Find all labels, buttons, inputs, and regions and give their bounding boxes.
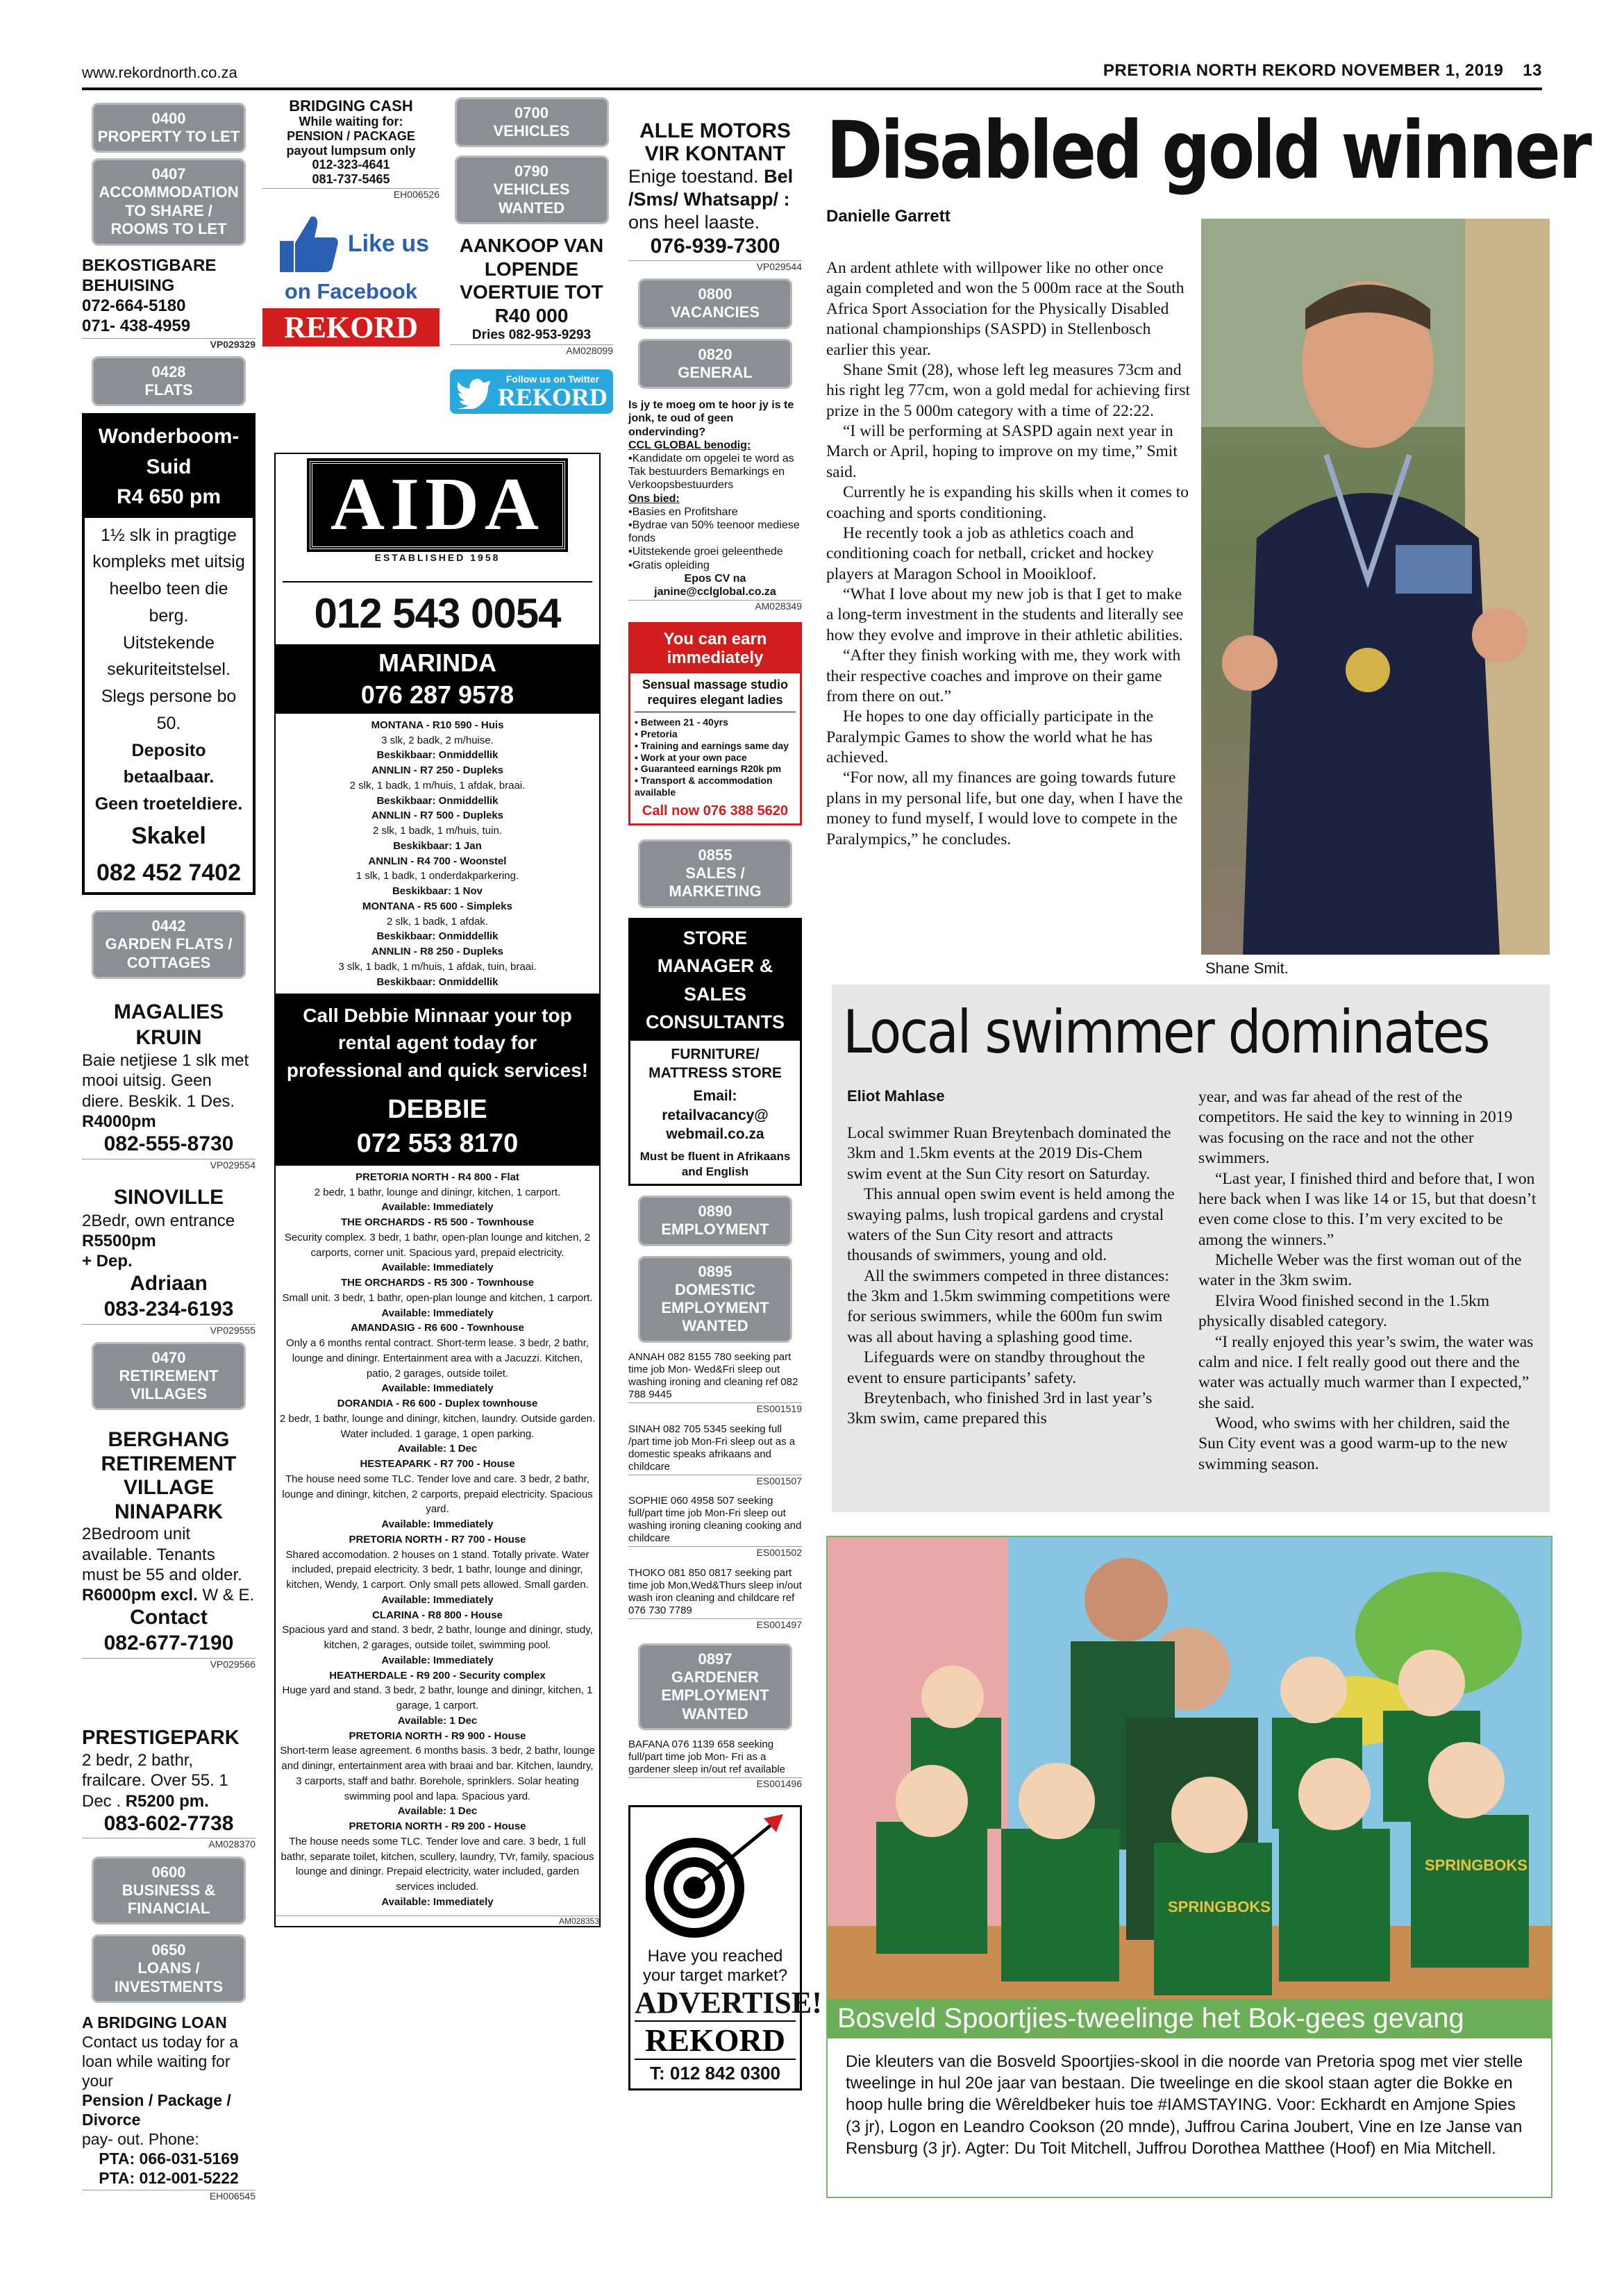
paragraph: Breytenbach, who finished 3rd in last year’s 3km swim, came prepared this	[847, 1389, 1153, 1428]
listing-availability: Available: Immediately	[381, 1262, 494, 1274]
photo-shane-smit	[1201, 219, 1550, 955]
listing-availability: Beskikbaar: 1 Nov	[392, 885, 483, 898]
domestic-ad	[628, 1423, 802, 1487]
paragraph: Elvira Wood finished second in the 1.5km physically disabled category.	[1198, 1291, 1490, 1331]
listing-heading: ANNLIN - R7 250 - Dupleks	[371, 764, 504, 777]
listing-heading: HEATHERDALE - R9 200 - Security complex	[329, 1669, 546, 1682]
ad-text: SOPHIE 060 4958 507 seeking full/part time job Mon-Fri sleep out washing ironing cleaning cooking and childcare	[628, 1495, 802, 1545]
listing-availability: Available: Immediately	[381, 1593, 494, 1606]
ad-earn: You can earn immediately Sensual massage studio requires elegant ladies • Between 21 - 40yrs • Pretoria • Training and earnings same day • Work at your own pace • Guaranteed earnings R20k pm • Transport & accommodation available Call now 076 388 5620	[628, 622, 802, 826]
ad-bafana: BAFANA 076 1139 658 seeking full/part time job Mon- Fri as a gardener sleep in/out ref available ES001496	[628, 1738, 802, 1790]
ad-sinoville: SINOVILLE 2Bedr, own entrance R5500pm + Dep. Adriaan 083-234-6193 VP029555	[82, 1185, 256, 1336]
listing-heading: AMANDASIG - R6 600 - Townhouse	[351, 1322, 524, 1334]
listing-item	[278, 1215, 596, 1275]
facebook-promo[interactable]: Like us on Facebook REKORD	[262, 210, 440, 346]
paragraph: “I really enjoyed this year’s swim, the water was calm and nice. I felt really good out there and the water was actually much warmer than I expected,” she said.	[1198, 1332, 1534, 1412]
listing-details: 2 slk, 1 badk, 1 m/huis, 1 afdak, braai.	[349, 779, 526, 791]
ad-aida-rentals: AIDA ESTABLISHED 1958 012 543 0054 MARINDA 076 287 9578 MONTANA - R10 590 - Huis 3 slk, 2 badk, 2 m/huise. Beskikbaar: Onmiddellik ANNLIN - R7 250 - Dupleks 2 slk, 1 badk, 1 m/huis, 1 afdak, braai. Beskikbaar: Onmiddellik ANNLIN - R7 500 - Dupleks 2 slk, 1 badk, 1 m/huis, tuin. Beskikbaar: 1 Jan ANNLIN - R4 700 - Woonstel 1 slk, 1 badk, 1 onderdakparkering. Beskikbaar: 1 Nov MONTANA - R5 600 - Simpleks 2 slk, 1 badk, 1 afdak. Beskikbaar: Onmiddellik ANNLIN - R8 250 - Dupleks 3 slk, 1 badk, 1 m/huis, 1 afdak, tuin, braai. Beskikbaar: Onmiddellik Call Debbie Minnaar your top rental agent today for professional and quick services! DEBBIE 072 553 8170 PRETORIA NORTH - R4 800 - Flat 2 bedr, 1 bathr, lounge and diningr, kitchen, 1 carport. Available: Immediately THE ORCHARDS - R5 500 - Townhouse Security complex. 3 bedr, 1 bathr, open-plan lounge and kitchen, 2 carports, corner unit. Spacious yard, prepaid electricity. Available: Immediately THE ORCHARDS - R5 300 - Townhouse Small unit. 3 bedr, 1 bathr, open-plan lounge and kitchen, 1 carport. Available: Immediately AMANDASIG - R6 600 - Townhouse Only a 6 months rental contract. Short-term lease. 3 bedr, 2 bathr, lounge and diningr. Entertainment area with a Jacuzzi. Kitchen, patio, 2 garages, outside toilet. Available: Immediately DORANDIA - R6 600 - Duplex townhouse 2 bedr, 1 bathr, lounge and diningr, kitchen, laundry. Outside garden. Water included. 1 garage, 1 open parking. Available: 1 Dec HESTEAPARK - R7 700 - House The house need some TLC. Tender love and care. 3 bedr, 2 bathr, lounge and diningr, kitchen, 2 carports, prepaid electricity. Spacious yard. Available: Immediately PRETORIA NORTH - R7 700 - House Shared accomodation. 2 houses on 1 stand. Totally private. Water included, prepaid electricity. 3 bedr, 1 bathr, lounge and diningr, kitchen, Wendy, 1 carport. Only small pets allowed. Small garden. Available: Immediately CLARINA - R8 800 - House Spacious yard and stand. 3 bedr, 2 bathr, lounge and diningr, study, kitchen, 2 garages, outside toilet, swimming pool. Available: Immediately HEATHERDALE - R9 200 - Security complex Huge yard and stand. 3 bedr, 2 bathr, lounge and diningr, kitchen, 1 garage, 1 carport. Available: 1 Dec PRETORIA NORTH - R9 900 - House Short-term lease agreement. 6 months basis. 3 bedr, 2 bathr, lounge and diningr, entertainment area with braai and bar. Kitchen, laundry, 3 carports, staff and bathr. Borehole, sprinklers. Solar heating swimming pool and lapa. Spacious yard. Available: 1 Dec PRETORIA NORTH - R9 200 - House The house needs some TLC. Tender love and care. 3 bedr, 1 full bathr, separate toilet, kitchen, scullery, laundry, TVr, family, spacious lounge and diningr. Prepaid electricity, water included, garden services included. Available: Immediately AM028353	[274, 453, 601, 1927]
paragraph: Local swimmer Ruan Breytenbach dominated the 3km and 1.5km events at the 2019 Dis-Chem swim event at the Sun City resort on Saturday.	[847, 1124, 1171, 1183]
listing-details: 3 slk, 2 badk, 2 m/huise.	[381, 734, 494, 746]
listing-details: Security complex. 3 bedr, 1 bathr, open-plan lounge and kitchen, 2 carports, corner unit. Spacious yard, prepaid electricity.	[284, 1231, 591, 1259]
paragraph: “For now, all my finances are going towards future plans in my personal life, but one day, when I have the money to fund myself, I would love to compete in the Paralympics,” he concludes.	[826, 769, 1183, 848]
listing-item	[278, 1608, 596, 1668]
listing-heading: MONTANA - R5 600 - Simpleks	[362, 900, 512, 912]
listing-availability: Beskikbaar: Onmiddellik	[376, 794, 499, 807]
listing-heading: PRETORIA NORTH - R9 200 - House	[349, 1820, 526, 1833]
category-0600: 0600 BUSINESS & FINANCIAL	[92, 1857, 246, 1925]
listing-heading: HESTEAPARK - R7 700 - House	[360, 1458, 515, 1470]
listing-availability: Available: Immediately	[381, 1518, 494, 1531]
listing-heading: ANNLIN - R8 250 - Dupleks	[371, 946, 504, 958]
listing-heading: CLARINA - R8 800 - House	[372, 1609, 503, 1621]
domestic-ad	[628, 1567, 802, 1631]
domestic-ad	[628, 1495, 802, 1559]
listing-item	[278, 808, 596, 853]
paper-title: PRETORIA NORTH REKORD NOVEMBER 1, 2019	[1103, 61, 1504, 80]
ad-code: ES001502	[628, 1546, 802, 1559]
listing-item	[278, 1170, 596, 1215]
article-disabled-gold	[826, 104, 1590, 977]
classifieds-col4	[628, 119, 822, 2090]
listing-item	[278, 763, 596, 808]
listing-heading: PRETORIA NORTH - R9 900 - House	[349, 1729, 526, 1742]
paragraph: This annual open swim event is held among the swaying palms, lush tropical gardens and crystal waters of the Sun City resort and attracts thousands of swimmers, young and old.	[847, 1185, 1175, 1265]
photo-caption: Shane Smit.	[1205, 960, 1289, 977]
listing-availability: Beskikbaar: 1 Jan	[393, 839, 482, 852]
listing-availability: Beskikbaar: Onmiddellik	[376, 975, 499, 988]
ad-code: ES001497	[628, 1618, 802, 1631]
ad-prestigepark: PRESTIGEPARK 2 bedr, 2 bathr, frailcare. Over 55. 1 Dec . R5200 pm. 083-602-7738 AM028370	[82, 1726, 256, 1850]
listing-details: 2 bedr, 1 bathr, lounge and diningr, kitchen, 1 carport.	[314, 1186, 561, 1198]
twitter-promo[interactable]: Follow us on Twitter REKORD	[450, 369, 613, 414]
listing-availability: Available: Immediately	[381, 1307, 494, 1319]
listing-details: 2 slk, 1 badk, 1 afdak.	[387, 915, 488, 928]
ad-text: ANNAH 082 8155 780 seeking part time job Mon- Wed&Fri sleep out washing ironing and cleaning ref 082 788 9445	[628, 1350, 798, 1400]
listing-availability: Beskikbaar: Onmiddellik	[376, 749, 499, 762]
paragraph: “What I love about my new job is that I get to make a long-term investment in the students and literally see how they evolve and improve in their athletic abilities.	[826, 585, 1184, 644]
listing-item	[278, 1729, 596, 1820]
listing-details: Spacious yard and stand. 3 bedr, 2 bathr, lounge and diningr, study, kitchen, 2 garages, outside toilet, swimming pool.	[282, 1624, 593, 1652]
ad-bridging-cash: BRIDGING CASH While waiting for: PENSION / PACKAGE payout lumpsum only 012-323-4641 081-737-5465 EH006526	[262, 97, 440, 200]
listing-heading: THE ORCHARDS - R5 300 - Townhouse	[340, 1277, 535, 1289]
ad-text: SINAH 082 705 5345 seeking full /part time job Mon-Fri sleep out as a domestic speaks afrikaans and childcare	[628, 1423, 796, 1473]
listing-item	[278, 899, 596, 944]
byline: Danielle Garrett	[826, 207, 951, 226]
listing-details: The house need some TLC. Tender love and care. 3 bedr, 2 bathr, lounge and diningr, kitchen, 2 carports, prepaid electricity. Spacious yard.	[282, 1473, 593, 1516]
ad-magalies: MAGALIES KRUIN Baie netjiese 1 slk met mooi uitsig. Geen diere. Beskik. 1 Des. R4000pm 082-555-8730 VP029554	[82, 1000, 256, 1171]
ad-aankoop: AANKOOP VAN LOPENDE VOERTUIE TOT R40 000 Dries 082-953-9293 AM028099	[450, 234, 613, 357]
category-0442: 0442 GARDEN FLATS / COTTAGES	[92, 910, 246, 979]
listing-details: The house needs some TLC. Tender love and care. 3 bedr, 1 full bathr, separate toilet, kitchen, scullery, laundry, TVr, family, spacious lounge and diningr. Prepaid electricity, water included, garden services included.	[281, 1835, 594, 1893]
page-number: 13	[1523, 61, 1542, 80]
article-swimmer	[832, 984, 1550, 1512]
listing-item	[278, 1668, 596, 1729]
listing-item	[278, 854, 596, 899]
paragraph: “Last year, I finished third and before that, I won here back when I was like 14 or 15, but that doesn’t even come close to this. I’m very excited to be among the winners.”	[1198, 1169, 1537, 1249]
jersey-text-2: SPRINGBOKS	[1425, 1857, 1527, 1874]
paragraph: Currently he is expanding his skills when it comes to coaching and sports conditioning.	[826, 483, 1189, 522]
twins-photo	[828, 1537, 1551, 2038]
listing-item	[278, 1819, 596, 1910]
paragraph: “After they finish working with me, they work with their respective coaches and improve on their game from there on out.”	[826, 646, 1181, 705]
listing-details: Small unit. 3 bedr, 1 bathr, open-plan lounge and kitchen, 1 carport.	[282, 1291, 593, 1304]
listing-heading: PRETORIA NORTH - R4 800 - Flat	[355, 1171, 519, 1183]
listing-availability: Available: Immediately	[381, 1654, 494, 1666]
article-title: Local swimmer dominates	[842, 998, 1489, 1067]
category-0407: 0407 ACCOMMODATION TO SHARE / ROOMS TO LET	[92, 158, 246, 245]
dartboard-icon	[646, 1811, 785, 1943]
paper-header	[1103, 61, 1542, 81]
ad-wonderboom: Wonderboom-Suid R4 650 pm 1½ slk in pragtige kompleks met uitsig heelbo teen die berg. Uitstekende sekuriteitstelsel. Slegs persone bo 50. Deposito betaalbaar. Geen troeteldiere. Skakel 082 452 7402	[82, 413, 256, 895]
photo-caption: Die kleuters van die Bosveld Spoortjies-skool in die noorde van Pretoria spog met vier stelle tweelinge in hul 20e jaar van bestaan. Die tweelinge en die skool staan agter die Bokke en hoop hulle bring die Wêreldbeker huis toe #IAMSTAYING. Voor: Eckhardt en Amjone Spies (3 jr), Logon en Leandro Cookson (20 mnde), Juffrou Carina Joubert, Vine en Ize Janse van Rensburg (3 jr). Agter: Du Toit Mitchell, Juffrou Dorothea Matthee (Hoof) en Mia Mitchell.	[846, 2052, 1523, 2158]
listing-group-debbie	[276, 1166, 599, 1914]
domestic-ads	[628, 1351, 802, 1631]
article-title: Bosveld Spoortjies-tweelinge het Bok-gees gevang	[828, 1999, 1551, 2038]
ad-berghang: BERGHANG RETIREMENT VILLAGE NINAPARK 2Bedroom unit available. Tenants must be 55 and older. R6000pm excl. W & E. Contact 082-677-7190 VP029566	[82, 1428, 256, 1670]
listing-details: 2 slk, 1 badk, 1 m/huis, tuin.	[373, 825, 502, 837]
listing-item	[278, 1532, 596, 1608]
thumbs-up-icon	[273, 210, 342, 279]
paragraph: All the swimmers competed in three distances: the 3km and 1.5km swimming competitions were for serious swimmers, while the 600m fun swim was all about having a splashing good time.	[847, 1266, 1171, 1346]
article-body-col2	[1198, 1087, 1539, 1475]
listing-availability: Available: Immediately	[381, 1382, 494, 1395]
aida-logo: AIDA	[310, 461, 565, 549]
listing-item	[278, 1321, 596, 1396]
classifieds-col2-top	[262, 97, 440, 346]
listing-availability: Beskikbaar: Onmiddellik	[376, 930, 499, 943]
classifieds-col3-top	[450, 97, 613, 414]
listing-group-marinda	[276, 714, 599, 994]
listing-item	[278, 718, 596, 763]
listing-details: 3 slk, 1 badk, 1 m/huis, 1 afdak, tuin, braai.	[338, 960, 537, 973]
listing-item	[278, 944, 596, 989]
paragraph: Shane Smit (28), whose left leg measures 73cm and his right leg 77cm, won a gold medal for achieving first prize in the 5 000m category with a time of 22:22.	[826, 360, 1191, 420]
listing-heading: MONTANA - R10 590 - Huis	[371, 719, 504, 731]
ad-advertise: Have you reached your target market? ADVERTISE! REKORD T: 012 842 0300	[628, 1805, 802, 2090]
ad-code: ES001519	[628, 1402, 802, 1415]
category-0800: 0800 VACANCIES	[638, 278, 792, 328]
listing-heading: ANNLIN - R4 700 - Woonstel	[368, 855, 507, 867]
paragraph: year, and was far ahead of the rest of the competitors. He said the key to winning in 2019 was focusing on the race and not the other swimmers.	[1198, 1088, 1513, 1168]
category-0400: 0400 PROPERTY TO LET	[92, 103, 246, 153]
article-body	[826, 258, 1191, 850]
paragraph: An ardent athlete with willpower like no other once again completed and won the 5 000m race at the South Africa Sport Association for the Physically Disabled national championships (SASPD) in Stellenbosch earlier this year.	[826, 259, 1184, 359]
classifieds-col1	[82, 97, 256, 2202]
category-0897: 0897 GARDENER EMPLOYMENT WANTED	[638, 1643, 792, 1730]
category-0700: 0700 VEHICLES	[455, 97, 609, 147]
paragraph: Lifeguards were on standby throughout the event to ensure participants’ safety.	[847, 1348, 1146, 1387]
category-0895: 0895 DOMESTIC EMPLOYMENT WANTED	[638, 1256, 792, 1343]
category-0790: 0790 VEHICLES WANTED	[455, 156, 609, 224]
category-0650: 0650 LOANS / INVESTMENTS	[92, 1934, 246, 2003]
paragraph: He hopes to one day officially participate in the Paralympic Games to show the world what he has achieved.	[826, 707, 1154, 766]
listing-details: Only a 6 months rental contract. Short-term lease. 3 bedr, 2 bathr, lounge and diningr. Entertainment area with a Jacuzzi. Kitchen, patio, 2 garages, outside toilet.	[285, 1337, 589, 1380]
listing-availability: Available: 1 Dec	[397, 1443, 478, 1455]
listing-availability: Available: 1 Dec	[397, 1805, 478, 1818]
byline: Eliot Mahlase	[847, 1087, 945, 1105]
listing-details: 2 bedr, 1 bathr, lounge and diningr, kitchen, laundry. Outside garden. Water included. 1 garage, 1 open parking.	[279, 1412, 596, 1440]
listing-item	[278, 1275, 596, 1321]
ad-ccl-global: Is jy te moeg om te hoor jy is te jonk, te oud of geen ondervinding? CCL GLOBAL benodig: •Kandidate om opgelei te word as Tak bestuurders Bemarkings en Verkoopsbestuurders Ons bied: •Basies en Profitshare •Bydrae van 50% teenoor mediese fonds •Uitstekende groei geleenthede •Gratis opleiding Epos CV na janine@cclglobal.co.za AM028349	[628, 399, 802, 612]
athlete-photo	[1201, 219, 1550, 955]
ad-bridging-loan: A BRIDGING LOAN Contact us today for a loan while waiting for your Pension / Package / Divorce pay- out. Phone: PTA: 066-031-5169 PTA: 012-001-5222 EH006545	[82, 2013, 256, 2202]
paragraph: Wood, who swims with her children, said the Sun City event was a good warm-up to the new swimming season.	[1198, 1414, 1510, 1473]
category-0428: 0428 FLATS	[92, 356, 246, 406]
category-0470: 0470 RETIREMENT VILLAGES	[92, 1342, 246, 1411]
jersey-text: SPRINGBOKS	[1168, 1898, 1271, 1916]
category-0890: 0890 EMPLOYMENT	[638, 1196, 792, 1246]
ad-code: ES001507	[628, 1475, 802, 1487]
header-rule	[82, 87, 1542, 90]
listing-heading: PRETORIA NORTH - R7 700 - House	[349, 1533, 526, 1545]
paragraph: He recently took a job as athletics coach and conditioning coach for netball, cricket and hockey players at Maragon School in Mooikloof.	[826, 523, 1154, 583]
listing-details: Short-term lease agreement. 6 months basis. 3 bedr, 2 bathr, lounge and diningr, entertainment area with braai and bar. Kitchen, laundry, 3 carports, staff and bathr. Borehole, sprinklers. Solar heating swimming pool and lapa. Spacious yard.	[280, 1745, 595, 1802]
ad-store-manager: STORE MANAGER & SALES CONSULTANTS FURNITURE/ MATTRESS STORE Email: retailvacancy@ webmail.co.za Must be fluent in Afrikaans and English	[628, 918, 802, 1187]
listing-heading: ANNLIN - R7 500 - Dupleks	[371, 810, 504, 822]
ad-bekostigbare: BEKOSTIGBARE BEHUISING 072-664-5180 071- 438-4959 VP029329	[82, 255, 256, 350]
article-bosveld	[826, 1536, 1552, 2198]
listing-details: 1 slk, 1 badk, 1 onderdakparkering.	[355, 870, 519, 882]
article-title: Disabled gold winner	[826, 104, 1590, 196]
twitter-bird-icon	[455, 374, 492, 409]
category-0820: 0820 GENERAL	[638, 339, 792, 389]
paragraph: Michelle Weber was the first woman out of the water in the 3km swim.	[1198, 1251, 1522, 1290]
listing-details: Huge yard and stand. 3 bedr, 2 bathr, lounge and diningr, kitchen, 1 garage, 1 carport.	[282, 1684, 593, 1712]
listing-heading: THE ORCHARDS - R5 500 - Townhouse	[340, 1216, 535, 1229]
photo-twins	[828, 1537, 1551, 2038]
listing-details: Shared accomodation. 2 houses on 1 stand. Totally private. Water included, prepaid electricity. 3 bedr, 1 bathr, lounge and diningr, kitchen, Wendy, 1 carport. Only small pets allowed. Small garden.	[285, 1548, 589, 1591]
site-url: www.rekordnorth.co.za	[82, 64, 237, 81]
article-body-col1	[847, 1123, 1180, 1430]
listing-heading: DORANDIA - R6 600 - Duplex townhouse	[337, 1398, 538, 1410]
listing-item	[278, 1396, 596, 1457]
paragraph: “I will be performing at SASPD again next year in March or April, hoping to improve on my time,” Smit said.	[826, 422, 1178, 481]
listing-item	[278, 1457, 596, 1532]
ad-alle-motors: ALLE MOTORS VIR KONTANT Enige toestand. Bel /Sms/ Whatsapp/ : ons heel laaste. 076-939-7300 VP029544	[628, 119, 802, 273]
ad-text: THOKO 081 850 0817 seeking part time job Mon,Wed&Thurs sleep in/out wash iron cleaning and childcare ref 076 730 7789	[628, 1567, 802, 1617]
category-0855: 0855 SALES / MARKETING	[638, 839, 792, 908]
listing-availability: Available: Immediately	[381, 1895, 494, 1908]
domestic-ad	[628, 1351, 802, 1415]
listing-availability: Available: 1 Dec	[397, 1714, 478, 1727]
listing-availability: Available: Immediately	[381, 1201, 494, 1214]
